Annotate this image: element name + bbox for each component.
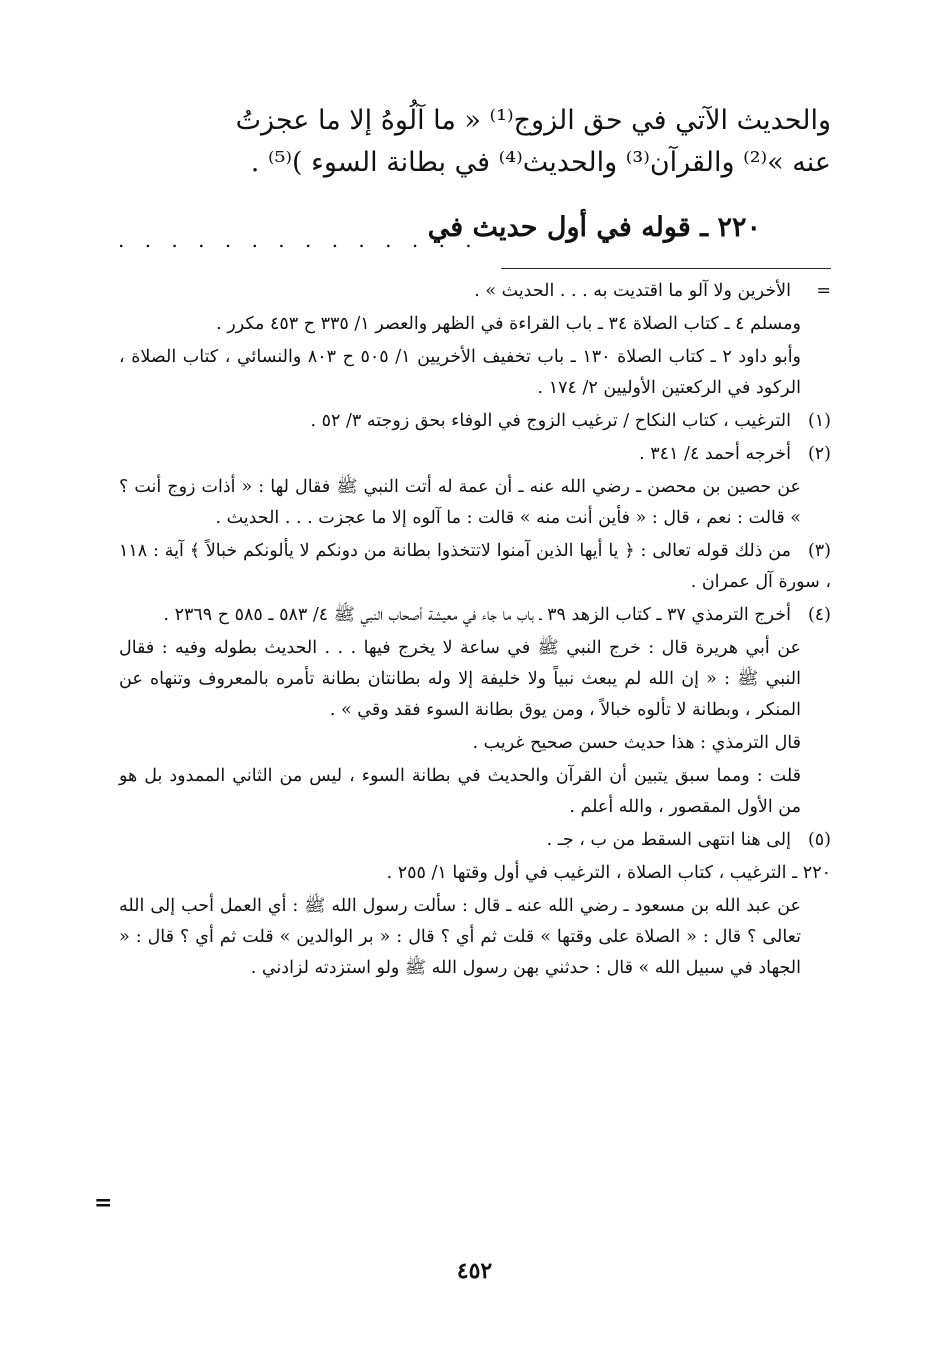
footnote-5 [119, 825, 831, 856]
footnote-paragraph: عن حصين بن محصن ـ رضي الله عنه ـ أن عمة له أتت النبي ﷺ فقال لها : « أذات زوج أنت ؟ » قالت : نعم ، قال : « فأين أنت منه » قالت : ما آلوه إلا ما عجزت . . . الحديث . [119, 477, 801, 528]
footnote-separator [501, 268, 831, 269]
footnote-220 [119, 858, 831, 889]
page-number: ٤٥٢ [456, 1258, 493, 1284]
footnote-number: (٥) [807, 830, 831, 850]
main-line-2: عنه »⁽²⁾ والقرآن⁽³⁾ والحديث⁽⁴⁾ في بطانة السوء )⁽⁵⁾ . [250, 147, 831, 178]
footnote-3 [119, 536, 831, 598]
footnote-text: ـ الترغيب ، كتاب الصلاة ، الترغيب في أول وقتها ١/ ٢٥٥ . [386, 863, 798, 883]
footnote-text: الترغيب ، كتاب النكاح / ترغيب الزوج في الوفاء بحق زوجته ٣/ ٥٢ . [310, 411, 791, 431]
footnote-text: إلى هنا انتهى السقط من ب ، جـ . [546, 830, 791, 850]
footnote-paragraph: عن عبد الله بن مسعود ـ رضي الله عنه ـ قال : سألت رسول الله ﷺ : أي العمل أحب إلى الله تعالى ؟ قال : « الصلاة على وقتها » قلت ثم أي ؟ قال : « بر الوالدين » قلت ثم أي ؟ قال : « الجهاد في سبيل الله » قال : حدثني بهن رسول الله ﷺ ولو استزدته لزادني . [119, 896, 801, 978]
footnote-number: ٢٢٠ [802, 863, 831, 883]
footnote-number: (١) [807, 411, 831, 431]
footnote-paragraph: وأبو داود ٢ ـ كتاب الصلاة ١٣٠ ـ باب تخفيف الأخريين ١/ ٥٠٥ ح ٨٠٣ والنسائي ، كتاب الصلاة ، الركود في الركعتين الأوليين ٢/ ١٧٤ . [119, 347, 802, 398]
main-line-1: والحديث الآتي في حق الزوج⁽¹⁾ « ما آلُوهُ إلا ما عجزتُ [235, 105, 831, 136]
footnote-text: أخرجه أحمد ٤/ ٣٤١ . [639, 444, 791, 464]
footnote-2 [119, 439, 831, 470]
footnote-paragraph: ومسلم ٤ ـ كتاب الصلاة ٣٤ ـ باب القراءة في الظهر والعصر ١/ ٣٣٥ ح ٤٥٣ مكرر . [216, 314, 801, 334]
main-text [121, 100, 831, 184]
footnote-paragraph: عن أبي هريرة قال : خرج النبي ﷺ في ساعة لا يخرج فيها . . . الحديث بطوله وفيه : فقال النبي ﷺ : « إن الله لم يبعث نبياً ولا خليفة إلا وله بطانتان بطانة تأمره بالمعروف وتنهاه عن المنكر ، وبطانة لا تألوه خبالاً ، ومن يوق بطانة السوء فقد وقي » . [119, 638, 801, 720]
footnote-4 [119, 600, 831, 631]
continuation-mark: = [94, 1190, 113, 1216]
footnote-continuation [119, 276, 831, 307]
footnote-number: = [816, 281, 831, 301]
footnote-text: أخرج الترمذي ٣٧ ـ كتاب الزهد ٣٩ ـ باب ما جاء في معيشة أصحاب النبي ﷺ ٤/ ٥٨٣ ـ ٥٨٥ ح ٢٣٦٩ . [163, 605, 791, 625]
footnote-number: (٢) [807, 444, 831, 464]
heading-dots: . . . . . . . . . . . . . . [118, 228, 479, 252]
footnote-text: الأخرين ولا آلو ما اقتديت به . . . الحديث » . [474, 281, 791, 301]
footnote-number: (٤) [807, 605, 831, 625]
footnote-paragraph: قال الترمذي : هذا حديث حسن صحيح غريب . [472, 733, 801, 753]
footnote-number: (٣) [807, 541, 831, 561]
footnote-1 [119, 406, 831, 437]
footnote-text: من ذلك قوله تعالى : ﴿ يا أيها الذين آمنوا لاتتخذوا بطانة من دونكم لا يألونكم خبالاً ﴾ آية : ١١٨ ، سورة آل عمران . [119, 541, 831, 592]
footnotes [119, 276, 831, 986]
footnote-paragraph: قلت : ومما سبق يتبين أن القرآن والحديث في بطانة السوء ، ليس من الثاني الممدود بل هو من الأول المقصور ، والله أعلم . [119, 766, 801, 817]
section-heading: ٢٢٠ ـ قوله في أول حديث في [427, 212, 761, 243]
